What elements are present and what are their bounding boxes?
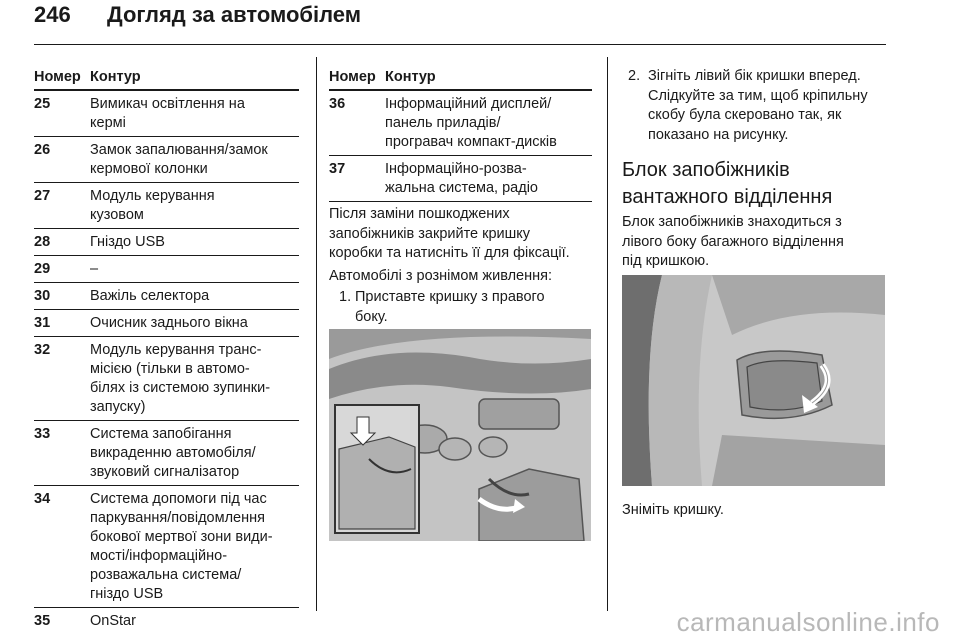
step-number: 2.: [628, 68, 641, 84]
row-number: 28: [34, 234, 51, 250]
fuse-table-middle: [329, 67, 592, 202]
dashboard-drawing: [329, 329, 591, 541]
page-title: Догляд за автомобілем: [107, 2, 362, 27]
row-number: 26: [34, 142, 51, 158]
table-row: [329, 91, 592, 156]
row-description: Важіль селектора: [90, 288, 210, 304]
row-number: 37: [329, 161, 346, 177]
step-1: [339, 288, 594, 328]
section-heading-cargo-fuse-box: Блок запобіжників вантажного відділення: [622, 159, 833, 208]
watermark: carmanualsonline.info: [676, 607, 940, 637]
row-number: 34: [34, 491, 51, 507]
table-header: [34, 67, 299, 91]
column-header-contour: Контур: [90, 69, 141, 85]
row-description: Система запобігання викраденню автомобіля/ звуковий сигналізатор: [90, 426, 256, 480]
row-description: Система допомоги під час паркування/повідомлення бокової мертвої зони види- мості/інформаційно- розважальна система/ гніздо USB: [90, 491, 273, 602]
column-divider-left: [316, 57, 317, 611]
row-description: Інформаційно-розва- жальна система, радіо: [385, 161, 538, 196]
column-header-contour: Контур: [385, 69, 436, 85]
step-text: Зігніть лівий бік кришки вперед. Слідкуйте за тим, щоб кріпильну скобу була скеровано так, як показано на рисунку.: [648, 68, 868, 143]
row-number: 30: [34, 288, 51, 304]
table-row: [34, 91, 299, 137]
illustration-cargo-fuse-cover: [622, 275, 885, 486]
row-description: Очисник заднього вікна: [90, 315, 248, 331]
paragraph-power-outlet: Автомобілі з рознімом живлення:: [329, 268, 553, 284]
paragraph-cargo-fuse-box-location: Блок запобіжників знаходиться з лівого боку багажного відділення під кришкою.: [622, 214, 844, 269]
row-description: Модуль керування кузовом: [90, 188, 215, 223]
step-2: [622, 67, 890, 147]
table-row: [34, 486, 299, 608]
row-description: –: [90, 261, 99, 277]
table-row: [34, 229, 299, 256]
table-row: [34, 421, 299, 486]
table-header: [329, 67, 592, 91]
table-row: [34, 310, 299, 337]
row-description: Вимикач освітлення на кермі: [90, 96, 245, 131]
row-description: OnStar: [90, 613, 136, 629]
row-number: 29: [34, 261, 51, 277]
column-header-number: Номер: [34, 69, 81, 85]
row-number: 36: [329, 96, 346, 112]
page-number: 246: [34, 2, 71, 27]
row-description: Замок запалювання/замок кермової колонки: [90, 142, 268, 177]
fuse-table-left: [34, 67, 299, 634]
table-row: [34, 337, 299, 421]
row-number: 25: [34, 96, 51, 112]
row-number: 31: [34, 315, 51, 331]
row-number: 27: [34, 188, 51, 204]
table-row: [34, 256, 299, 283]
cargo-drawing: [622, 275, 885, 486]
table-row: [329, 156, 592, 202]
row-number: 32: [34, 342, 51, 358]
illustration-dashboard-fuse-cover: [329, 329, 591, 541]
row-number: 35: [34, 613, 51, 629]
row-number: 33: [34, 426, 51, 442]
table-row: [34, 608, 299, 634]
step-number: 1.: [339, 289, 352, 305]
row-description: Інформаційний дисплей/ панель приладів/ програвач компакт-дисків: [385, 96, 557, 150]
column-divider-right: [607, 57, 608, 611]
header-rule: [34, 44, 886, 45]
table-row: [34, 183, 299, 229]
table-row: [34, 283, 299, 310]
paragraph-remove-cover: Зніміть кришку.: [622, 502, 724, 518]
table-row: [34, 137, 299, 183]
paragraph-after-fuse-replacement: Після заміни пошкоджених запобіжників закрийте кришку коробки та натисніть її для фіксації.: [329, 206, 570, 261]
row-description: Гніздо USB: [90, 234, 165, 250]
row-description: Модуль керування транс- місією (тільки в автомо- білях із системою зупинки- запуску): [90, 342, 271, 415]
step-text: Приставте кришку з правого боку.: [355, 289, 545, 325]
column-header-number: Номер: [329, 69, 376, 85]
